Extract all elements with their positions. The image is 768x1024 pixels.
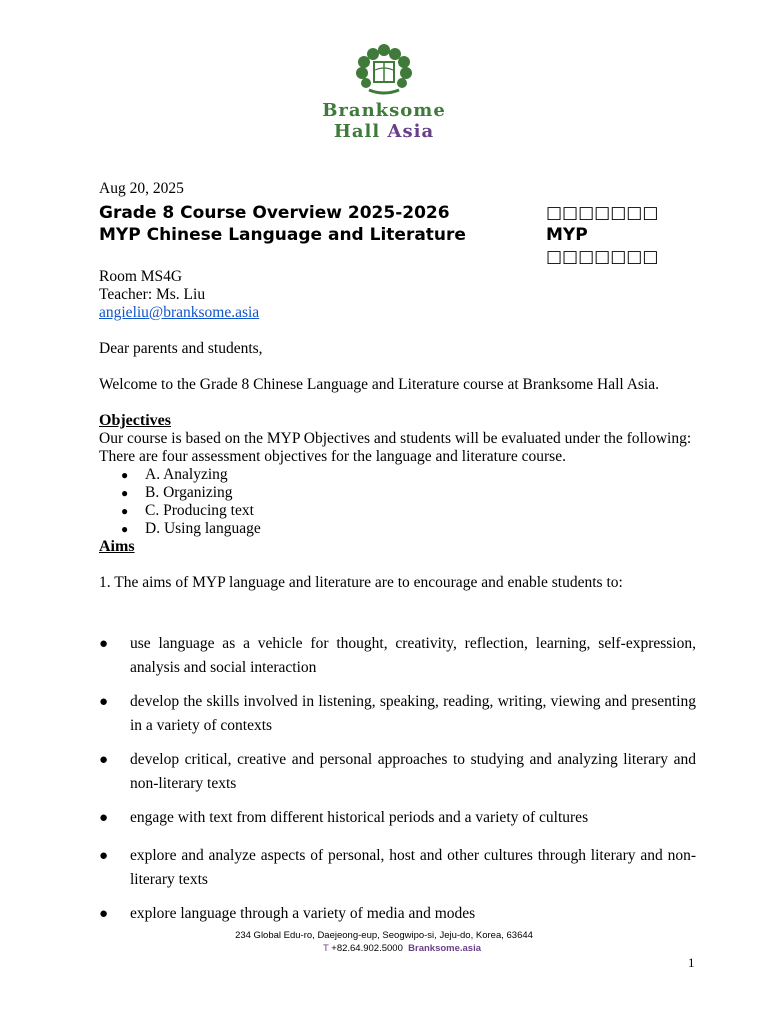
footer-address: 234 Global Edu-ro, Daejeong-eup, Seogwipo-si, Jeju-do, Korea, 63644 — [235, 930, 533, 941]
title-chinese-1: □□□□□□□ — [546, 203, 659, 223]
aims-list — [99, 632, 696, 926]
aim-item — [99, 632, 696, 690]
aims-heading: Aims — [99, 538, 135, 555]
bullet-icon: ● — [99, 694, 109, 710]
room-number: Room MS4G — [99, 268, 183, 285]
phone-number: +82.64.902.5000 — [331, 943, 403, 954]
aim-item — [99, 902, 696, 926]
objectives-intro-2: There are four assessment objectives for the language and literature course. — [99, 448, 566, 465]
document-date: Aug 20, 2025 — [99, 180, 184, 197]
objectives-intro: Our course is based on the MYP Objectives and students will be evaluated under the following: — [99, 430, 692, 447]
title-english-1: Grade 8 Course Overview 2025-2026 — [99, 203, 450, 223]
aim-text: use language as a vehicle for thought, creativity, reflection, learning, self-expression, analysis and social interaction — [130, 635, 696, 676]
logo-word-asia: Asia — [387, 121, 435, 142]
bullet-icon: ● — [99, 752, 109, 768]
crest-icon — [351, 40, 417, 98]
welcome-paragraph: Welcome to the Grade 8 Chinese Language and Literature course at Branksome Hall Asia. — [99, 376, 659, 393]
page-footer — [0, 929, 768, 955]
title-line-1 — [99, 202, 696, 224]
bullet-icon: ● — [99, 636, 109, 652]
aim-text: explore and analyze aspects of personal, host and other cultures through literary and non-literary texts — [130, 847, 696, 888]
school-logo — [0, 40, 768, 142]
aim-item — [99, 748, 696, 806]
aim-item — [99, 806, 696, 844]
logo-wordmark-line1: Branksome — [322, 100, 446, 121]
bullet-icon: ● — [99, 848, 109, 864]
document-body — [99, 180, 696, 592]
bullet-icon: ● — [99, 906, 109, 922]
teacher-email-link[interactable]: angieliu@branksome.asia — [99, 304, 260, 321]
objective-item: ● A. Analyzing — [121, 466, 696, 484]
title-chinese-2: MYP □□□□□□□ — [546, 225, 659, 267]
logo-wordmark-line2 — [0, 122, 768, 142]
aim-item — [99, 690, 696, 748]
title-line-2 — [99, 224, 696, 268]
logo-word-hall: Hall — [333, 121, 381, 142]
aim-item — [99, 844, 696, 902]
objective-item: ● D. Using language — [121, 520, 696, 538]
objective-item: ● C. Producing text — [121, 502, 696, 520]
aim-text: develop the skills involved in listening, speaking, reading, writing, viewing and presenting in a variety of contexts — [130, 693, 696, 734]
greeting: Dear parents and students, — [99, 340, 263, 357]
objective-item: ● B. Organizing — [121, 484, 696, 502]
title-english-2: MYP Chinese Language and Literature — [99, 225, 466, 245]
aim-text: engage with text from different historical periods and a variety of cultures — [130, 809, 589, 826]
aims-intro: 1. The aims of MYP language and literature are to encourage and enable students to: — [99, 574, 623, 591]
aim-text: develop critical, creative and personal approaches to studying and analyzing literary and non-literary texts — [130, 751, 696, 792]
page-number: 1 — [688, 955, 695, 970]
website-link[interactable]: Branksome.asia — [408, 943, 482, 954]
objectives-list — [99, 466, 696, 538]
footer-contact — [0, 942, 768, 955]
bullet-icon: ● — [99, 810, 109, 826]
objectives-heading: Objectives — [99, 412, 171, 429]
teacher-name: Teacher: Ms. Liu — [99, 286, 206, 303]
phone-label: T — [322, 943, 329, 954]
aim-text: explore language through a variety of media and modes — [130, 905, 476, 922]
